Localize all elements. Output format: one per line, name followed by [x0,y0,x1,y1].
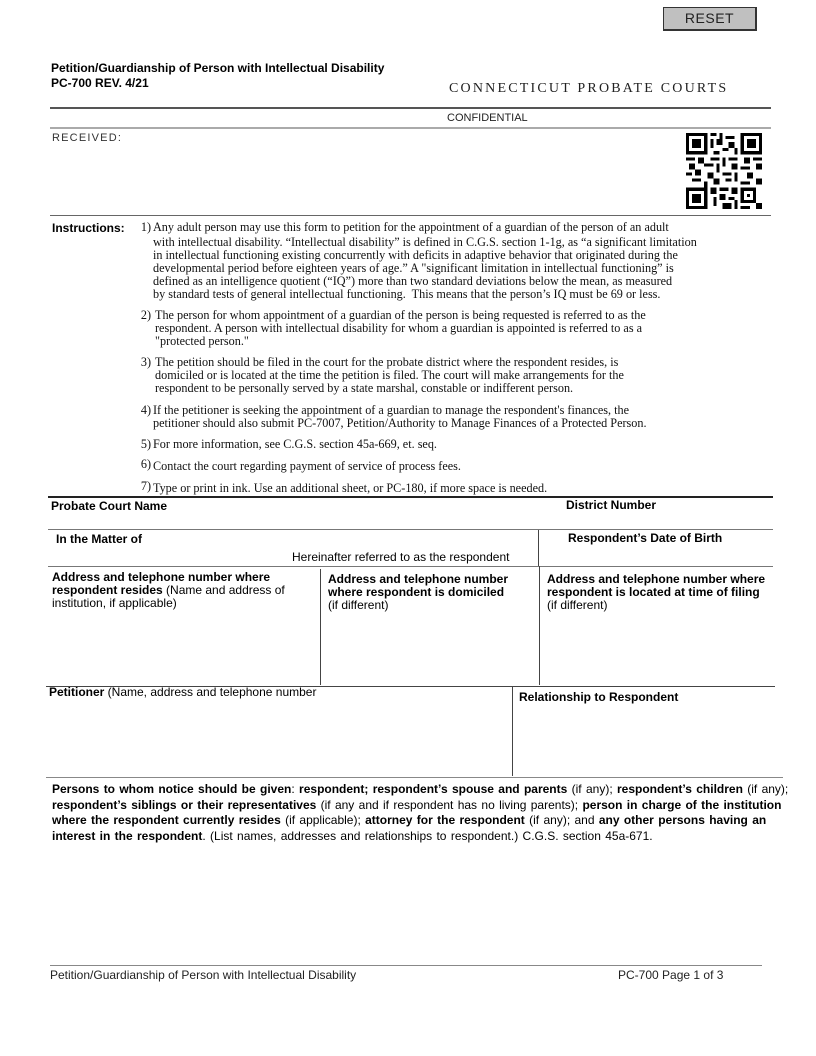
notice-segment: Persons to whom notice should be given [52,782,292,796]
address-domiciled-input[interactable] [328,616,537,686]
notice-segment: . (List names, addresses and relationships to respondent.) C.G.S. section 45a-671. [202,828,653,843]
respondent-dob-input[interactable] [548,547,772,565]
notice-segment: respondent’s siblings or their representatives [52,797,317,812]
document-title [51,61,384,91]
col-divider-domiciled [320,569,321,685]
notice-segment: (if applicable); [280,813,366,827]
notice-segment: respondent’s children [617,782,743,796]
notice-segment: : [291,782,300,796]
court-name: CONNECTICUT PROBATE COURTS [449,81,729,96]
notice-segment: (if any); [742,782,789,796]
in-the-matter-of-input[interactable] [56,534,531,550]
petitioner-label: Petitioner (Name, address and telephone number [49,685,317,699]
form-number: PC-700 REV. 4/21 [51,76,149,90]
reset-button[interactable]: RESET [663,7,757,31]
row-divider-4 [46,777,783,778]
address-resides-input[interactable] [52,611,318,685]
respondent-dob-label: Respondent’s Date of Birth [568,531,723,545]
col-divider-located [539,566,540,685]
notice-segment: any other persons having an interest in the respondent [52,813,767,843]
respondent-note: Hereinafter referred to as the respondent [292,550,510,564]
confidential-label: CONFIDENTIAL [447,112,528,124]
received-label: RECEIVED: [52,132,123,144]
notice-persons-input[interactable] [52,862,771,956]
header-divider [50,107,771,109]
qr-code-icon [686,133,762,209]
address-resides-label: Address and telephone number where respondent resides (Name and address of institution, if applicable) [52,570,285,610]
in-the-matter-of-label: In the Matter of [56,532,142,546]
notice-segment: (if any and if respondent has no living parents); [316,797,583,812]
row-divider-1 [48,529,773,530]
relationship-input[interactable] [519,708,773,776]
col-divider-relationship [512,686,513,776]
notice-segment: (if any); and [524,813,599,827]
form-top-border [48,496,773,498]
footer-divider [50,965,762,966]
footer-form-title: Petition/Guardianship of Person with Intellectual Disability [50,968,357,982]
notice-segment: respondent; respondent’s spouse and parents [299,782,568,796]
confidential-divider [50,127,771,129]
instructions-label: Instructions: [52,221,125,235]
received-divider [50,215,771,216]
notice-instructions [52,782,792,844]
address-located-label: Address and telephone number where respondent is located at time of filing (if different) [547,572,766,612]
address-located-input[interactable] [547,616,773,686]
row-divider-2 [48,566,773,567]
form-title: Petition/Guardianship of Person with Intellectual Disability [51,61,385,75]
notice-segment: person in charge of the institution where the respondent currently resides [52,797,782,827]
district-number-label: District Number [566,498,657,512]
footer-page-number: PC-700 Page 1 of 3 [618,968,724,982]
notice-segment: (if any); [567,782,617,796]
relationship-label: Relationship to Respondent [519,690,679,704]
notice-segment: attorney for the respondent [365,813,525,827]
address-domiciled-label: Address and telephone number where respondent is domiciled (if different) [328,572,509,612]
probate-court-name-label: Probate Court Name [51,499,168,513]
col-divider-dob [538,530,539,566]
petitioner-input[interactable] [49,702,508,776]
